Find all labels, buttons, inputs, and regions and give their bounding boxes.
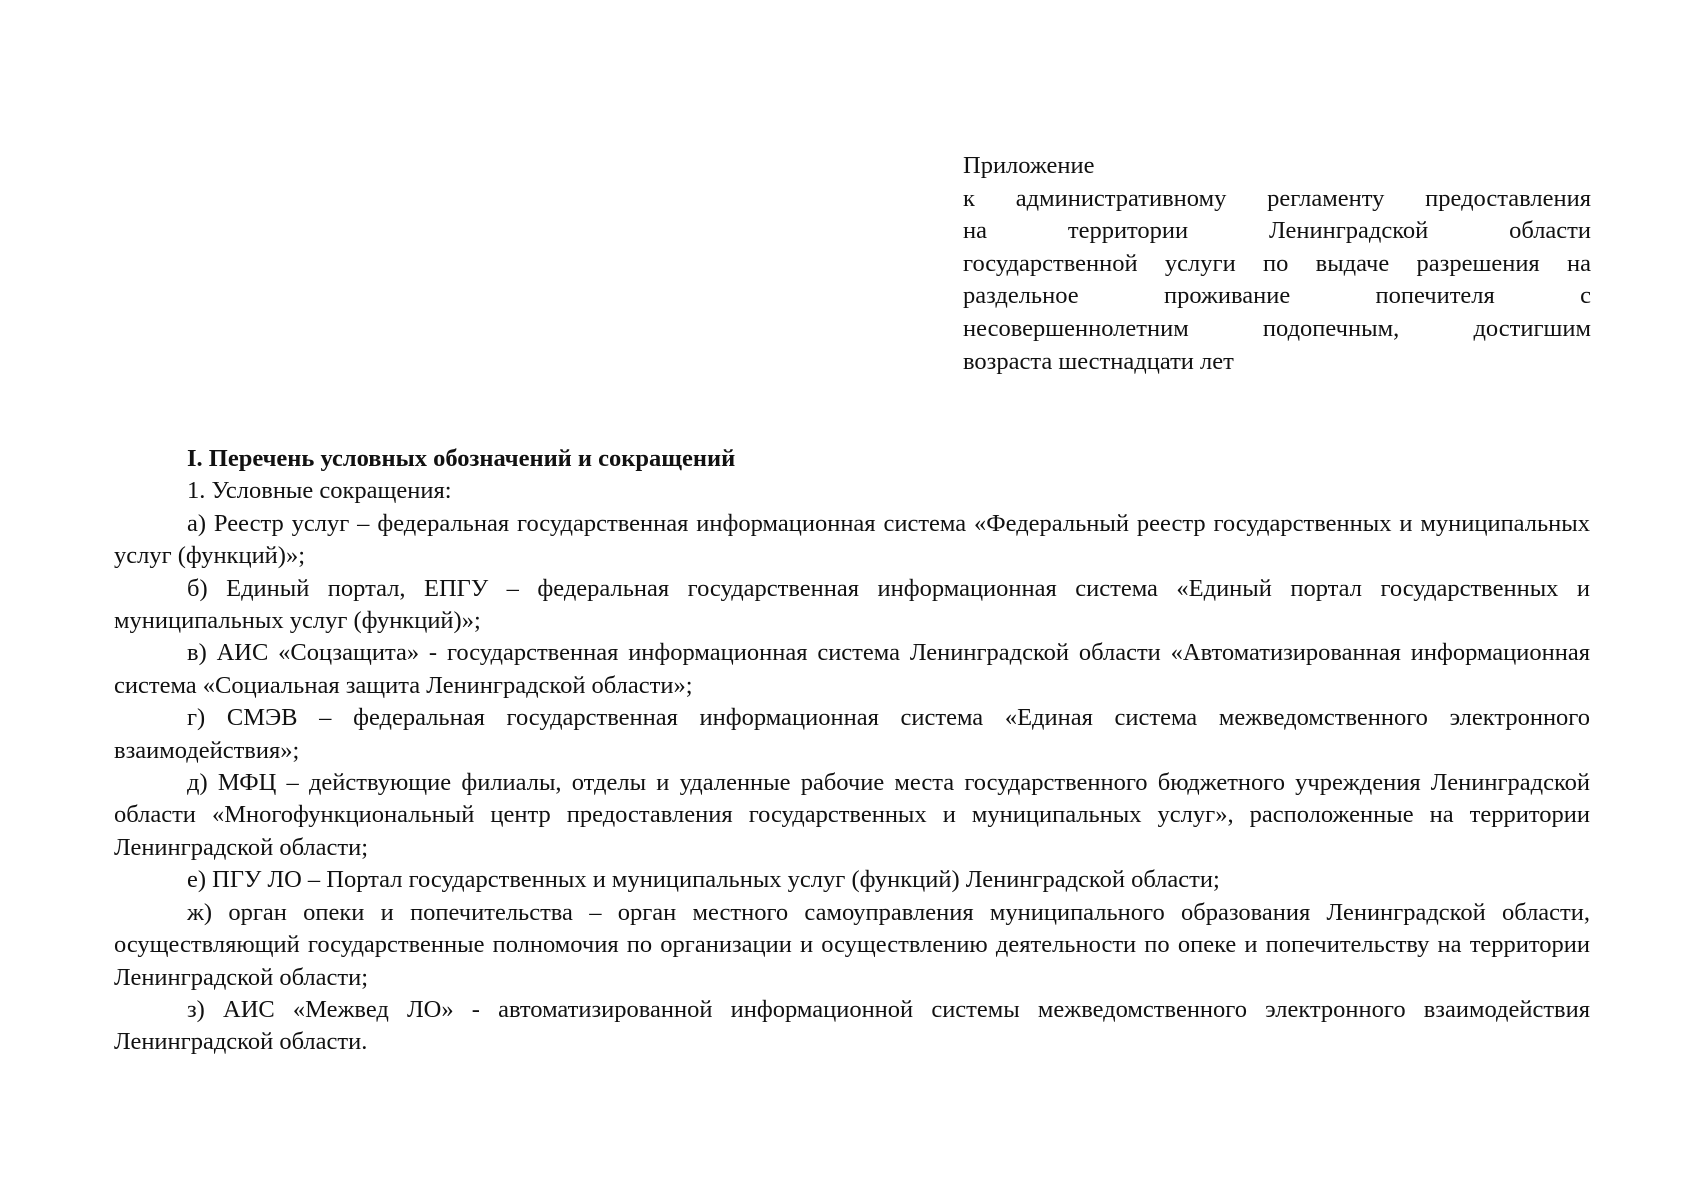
abbreviation-item-e: е) ПГУ ЛО – Портал государственных и муниципальных услуг (функций) Ленинградской области; [187,866,1220,894]
appendix-line: государственной услуги по выдаче разрешения на [963,249,1591,277]
abbreviation-item-v: в) АИС «Соцзащита» - государственная информационная система Ленинградской области «Автоматизированная информационная система «Социальная защита Ленинградской области»; [114,639,1590,699]
abbreviation-item-b: б) Единый портал, ЕПГУ – федеральная государственная информационная система «Единый портал государственных и муниципальных услуг (функций)»; [114,574,1590,635]
abbreviation-item-a: а) Реестр услуг – федеральная государственная информационная система «Федеральный реестр государственных и муниципальных услуг (функций)»; [114,509,1590,570]
abbreviation-item-d: д) МФЦ – действующие филиалы, отделы и удаленные рабочие места государственного бюджетного учреждения Ленинградской области «Многофункциональный центр предоставления государственных и муниципальных услуг», расположенные на территории Ленинградской области; [114,769,1590,861]
appendix-line: возраста шестнадцати лет [963,347,1234,375]
abbreviation-item-zh: ж) орган опеки и попечительства – орган местного самоуправления муниципального образования Ленинградской области, осуществляющий государственные полномочия по организации и осуществлению деятельности по опеке и попечительству на территории Ленинградской области; [114,898,1590,991]
appendix-block [963,150,1591,378]
appendix-line: на территории Ленинградской области [963,217,1591,245]
appendix-title: Приложение [963,152,1095,179]
abbreviation-item-g: г) СМЭВ – федеральная государственная информационная система «Единая система межведомственного электронного взаимодействия»; [114,704,1590,764]
appendix-line: к административному регламенту предоставления [963,184,1591,212]
appendix-line: раздельное проживание попечителя с [963,282,1591,310]
appendix-line: несовершеннолетним подопечным, достигшим [963,314,1591,342]
section-subheading: 1. Условные сокращения: [187,477,452,505]
section-heading: I. Перечень условных обозначений и сокращений [187,445,736,472]
abbreviation-item-z: з) АИС «Межвед ЛО» - автоматизированной информационной системы межведомственного электронного взаимодействия Ленинградской области. [114,995,1590,1056]
section-body [114,443,1590,1059]
